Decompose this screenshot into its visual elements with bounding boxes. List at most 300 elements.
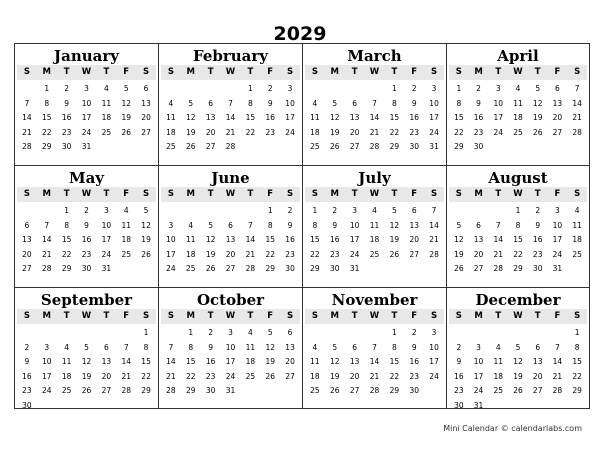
day-cell: [116, 262, 136, 277]
day-cell: 21: [225, 127, 236, 137]
day-cell: [548, 326, 568, 341]
month-march: [302, 43, 446, 165]
day-cell: 15: [454, 113, 464, 122]
day-cell: 20: [22, 249, 32, 259]
day-cell: 27: [409, 249, 419, 259]
day-cell: 21: [245, 249, 256, 259]
day-cell: 1: [391, 328, 397, 337]
day-cell: 26: [330, 386, 340, 395]
day-cell: 11: [245, 342, 256, 352]
day-cell: 9: [24, 357, 30, 366]
month-name: March: [347, 47, 402, 65]
day-cell: 17: [349, 235, 360, 244]
day-cell: 6: [352, 98, 358, 108]
day-cell: 7: [44, 220, 50, 230]
day-cell: 15: [42, 113, 52, 122]
day-cell: 25: [61, 386, 72, 395]
day-cell: 26: [532, 127, 543, 137]
month-august: [446, 165, 590, 287]
day-cell: [96, 399, 116, 410]
day-cell: 2: [287, 206, 293, 215]
footer-credit: Mini Calendar © calendarlabs.com: [443, 424, 582, 433]
day-cell: 30: [22, 400, 32, 409]
day-cell: 9: [476, 98, 481, 108]
day-cell: 27: [473, 264, 484, 273]
day-cell: 19: [532, 113, 543, 122]
day-cell: 30: [81, 264, 92, 273]
weekday-label: T: [351, 189, 358, 199]
day-cell: 15: [141, 357, 151, 366]
day-cell: 9: [64, 98, 70, 108]
day-cell: 3: [431, 328, 437, 337]
day-cell: 11: [166, 113, 176, 122]
day-cell: 29: [454, 142, 464, 151]
weekday-label: S: [167, 189, 174, 199]
day-cell: 10: [493, 98, 504, 108]
day-cell: [116, 326, 136, 341]
day-cell: [240, 204, 260, 219]
day-cell: 22: [389, 127, 400, 137]
day-cell: 16: [532, 235, 543, 244]
day-cell: 3: [352, 206, 358, 215]
day-cell: [17, 204, 37, 219]
day-cell: 18: [101, 113, 112, 122]
day-cell: 26: [265, 371, 275, 381]
day-cell: 4: [312, 98, 318, 108]
day-cell: 16: [22, 371, 32, 381]
weekday-label: F: [123, 189, 130, 199]
day-cell: 7: [431, 206, 437, 215]
day-cell: 19: [81, 371, 92, 381]
day-cell: [161, 82, 181, 97]
day-cell: 21: [552, 371, 563, 381]
day-cell: 22: [265, 249, 275, 259]
day-cell: 13: [349, 113, 360, 122]
day-cell: 9: [456, 357, 462, 366]
weekday-label: M: [42, 189, 51, 199]
day-cell: 23: [532, 249, 543, 259]
month-name: April: [497, 47, 539, 65]
day-cell: 13: [349, 357, 360, 366]
day-cell: 8: [267, 220, 273, 230]
weekday-label: T: [351, 311, 358, 321]
day-cell: 2: [64, 84, 70, 93]
day-cell: 22: [389, 371, 400, 381]
weekday-label: F: [554, 311, 561, 321]
day-cell: 9: [84, 220, 89, 230]
day-cell: 23: [205, 371, 216, 381]
day-cell: 4: [312, 342, 318, 352]
day-cell: 5: [332, 98, 338, 108]
day-cell: 28: [22, 142, 32, 151]
day-cell: [96, 140, 116, 155]
day-cell: 9: [535, 220, 541, 230]
day-cell: 7: [372, 342, 377, 352]
day-cell: [488, 326, 508, 341]
day-cell: 6: [103, 342, 109, 352]
day-cell: [345, 82, 365, 97]
day-cell: 6: [352, 342, 358, 352]
day-cell: 2: [535, 206, 541, 215]
day-cell: [567, 399, 587, 410]
day-cell: 5: [535, 84, 541, 93]
day-cell: 16: [454, 371, 464, 381]
month-name: May: [68, 169, 105, 187]
day-cell: [37, 326, 57, 341]
day-cell: 23: [409, 127, 419, 137]
day-cell: 6: [555, 84, 560, 93]
day-cell: 20: [409, 235, 419, 244]
day-cell: [181, 204, 201, 219]
day-cell: 2: [332, 206, 338, 215]
day-cell: 23: [330, 249, 340, 259]
day-cell: [404, 262, 424, 277]
day-cell: 23: [454, 386, 464, 395]
day-cell: 4: [247, 328, 253, 337]
day-cell: 17: [42, 371, 52, 381]
day-cell: 26: [330, 142, 340, 151]
weekday-label: W: [81, 67, 92, 77]
day-cell: 12: [265, 342, 275, 352]
day-cell: 20: [552, 113, 563, 122]
day-cell: 28: [245, 264, 256, 273]
day-cell: 18: [572, 235, 582, 244]
day-cell: 23: [473, 127, 484, 137]
day-cell: 30: [285, 264, 295, 273]
day-cell: 1: [312, 206, 318, 215]
day-cell: 6: [24, 220, 30, 230]
day-cell: 26: [141, 249, 151, 259]
day-cell: 27: [141, 127, 151, 137]
day-cell: 6: [476, 220, 481, 230]
day-cell: 9: [332, 220, 338, 230]
day-cell: 7: [228, 98, 233, 108]
day-cell: 8: [456, 98, 462, 108]
day-cell: 11: [61, 357, 72, 366]
weekday-label: F: [554, 67, 561, 77]
day-cell: [488, 399, 508, 410]
day-cell: 22: [513, 249, 523, 259]
day-cell: 20: [285, 357, 295, 366]
day-cell: 10: [429, 342, 439, 352]
day-cell: 30: [473, 142, 484, 151]
day-cell: 17: [473, 371, 484, 381]
day-cell: 23: [81, 249, 92, 259]
day-cell: 6: [208, 98, 214, 108]
weekday-label: F: [123, 311, 130, 321]
day-cell: 20: [225, 249, 236, 259]
weekday-label: M: [42, 311, 51, 321]
day-cell: 13: [22, 235, 32, 244]
day-cell: 1: [267, 206, 273, 215]
day-cell: 18: [61, 371, 72, 381]
month-may: [14, 165, 158, 287]
day-cell: 25: [369, 249, 380, 259]
day-cell: 1: [247, 84, 253, 93]
day-cell: [365, 82, 385, 97]
day-cell: 7: [123, 342, 129, 352]
day-cell: 26: [389, 249, 400, 259]
day-cell: 28: [369, 142, 380, 151]
weekday-label: T: [207, 311, 214, 321]
weekday-label: T: [63, 311, 70, 321]
day-cell: [508, 326, 528, 341]
day-cell: 12: [186, 113, 196, 122]
day-cell: 12: [121, 98, 131, 108]
weekday-label: S: [23, 311, 30, 321]
day-cell: 24: [552, 249, 563, 259]
day-cell: 8: [515, 220, 521, 230]
day-cell: 7: [168, 342, 174, 352]
weekday-label: W: [369, 67, 380, 77]
day-cell: 10: [166, 235, 176, 244]
day-cell: 15: [310, 235, 320, 244]
weekday-label: S: [167, 67, 174, 77]
weekday-header: [449, 65, 587, 80]
weekday-label: F: [411, 311, 418, 321]
day-cell: 8: [64, 220, 70, 230]
weekday-label: T: [207, 189, 214, 199]
day-cell: 19: [265, 357, 275, 366]
day-cell: 1: [456, 84, 462, 93]
day-cell: 7: [574, 84, 580, 93]
day-cell: 13: [285, 342, 295, 352]
day-cell: [449, 204, 469, 219]
day-cell: [528, 399, 548, 410]
day-cell: 21: [572, 113, 582, 122]
day-cell: 15: [572, 357, 582, 366]
day-cell: 28: [369, 386, 380, 395]
day-cell: 6: [535, 342, 541, 352]
day-cell: 24: [81, 127, 92, 137]
day-grid: [305, 204, 444, 277]
day-cell: 13: [101, 357, 112, 366]
day-cell: 1: [574, 328, 580, 337]
day-cell: 10: [285, 98, 295, 108]
day-cell: 5: [391, 206, 397, 215]
day-cell: 5: [332, 342, 338, 352]
day-cell: 24: [42, 386, 52, 395]
day-cell: [365, 262, 385, 277]
day-cell: 3: [555, 206, 560, 215]
day-cell: [260, 140, 280, 155]
day-cell: 20: [205, 127, 216, 137]
weekday-label: F: [411, 67, 418, 77]
day-cell: [37, 204, 57, 219]
day-cell: 29: [389, 386, 400, 395]
day-cell: 25: [101, 127, 112, 137]
day-cell: [17, 82, 37, 97]
day-cell: 5: [456, 220, 462, 230]
day-cell: 8: [391, 98, 397, 108]
weekday-label: M: [186, 67, 195, 77]
day-cell: 2: [476, 84, 481, 93]
day-cell: 7: [372, 98, 377, 108]
day-cell: 31: [429, 142, 439, 151]
month-name: November: [331, 291, 418, 309]
day-cell: 30: [532, 264, 543, 273]
day-cell: 31: [552, 264, 563, 273]
day-cell: 23: [61, 127, 72, 137]
day-cell: [528, 140, 548, 155]
day-cell: 27: [205, 142, 216, 151]
day-cell: 21: [22, 127, 32, 137]
day-cell: 20: [141, 113, 151, 122]
calendar-grid: [14, 43, 590, 409]
day-cell: 22: [42, 127, 52, 137]
month-april: [446, 43, 590, 165]
day-cell: [161, 326, 181, 341]
weekday-label: F: [267, 189, 274, 199]
day-cell: 6: [228, 220, 233, 230]
day-cell: 16: [81, 235, 92, 244]
weekday-label: M: [330, 311, 339, 321]
day-cell: [181, 82, 201, 97]
weekday-header: [161, 65, 300, 80]
day-cell: 18: [310, 371, 320, 381]
day-cell: 23: [22, 386, 32, 395]
day-cell: [488, 140, 508, 155]
day-cell: 5: [515, 342, 521, 352]
weekday-label: T: [391, 189, 398, 199]
day-cell: 14: [245, 235, 256, 244]
weekday-header: [305, 187, 444, 202]
day-cell: 22: [454, 127, 464, 137]
day-cell: 16: [473, 113, 484, 122]
day-cell: 30: [205, 386, 216, 395]
day-cell: 1: [391, 84, 397, 93]
weekday-label: S: [455, 189, 462, 199]
day-cell: [469, 326, 489, 341]
day-cell: 12: [513, 357, 523, 366]
day-cell: 15: [245, 113, 256, 122]
day-cell: [508, 399, 528, 410]
day-cell: 19: [454, 249, 464, 259]
day-cell: [469, 204, 489, 219]
day-cell: 25: [245, 371, 256, 381]
day-cell: [548, 399, 568, 410]
day-cell: [77, 399, 97, 410]
day-cell: 27: [349, 142, 360, 151]
day-cell: 11: [310, 357, 320, 366]
weekday-label: T: [103, 189, 110, 199]
day-cell: [136, 140, 156, 155]
weekday-header: [17, 65, 156, 80]
day-cell: 2: [24, 342, 30, 352]
day-cell: 26: [205, 264, 216, 273]
day-cell: 13: [205, 113, 216, 122]
day-cell: 14: [429, 220, 439, 230]
day-cell: 27: [532, 386, 543, 395]
day-cell: 12: [330, 113, 340, 122]
day-cell: 2: [411, 328, 417, 337]
weekday-label: W: [81, 311, 92, 321]
day-cell: 24: [429, 127, 439, 137]
month-june: [158, 165, 302, 287]
day-cell: 28: [572, 127, 582, 137]
day-cell: [116, 399, 136, 410]
day-cell: 10: [349, 220, 360, 230]
day-cell: 10: [42, 357, 52, 366]
day-cell: 22: [141, 371, 151, 381]
month-october: [158, 287, 302, 409]
day-cell: 5: [123, 84, 129, 93]
day-cell: 3: [495, 84, 501, 93]
weekday-label: S: [311, 311, 318, 321]
month-name: February: [192, 47, 268, 65]
weekday-label: M: [186, 311, 195, 321]
weekday-label: S: [431, 67, 438, 77]
day-grid: [449, 204, 587, 277]
day-cell: [449, 326, 469, 341]
weekday-label: W: [369, 189, 380, 199]
day-cell: 24: [225, 371, 236, 381]
day-cell: 8: [574, 342, 580, 352]
weekday-label: S: [574, 311, 581, 321]
day-grid: [161, 326, 300, 399]
day-cell: 7: [24, 98, 30, 108]
day-cell: [57, 326, 77, 341]
day-cell: 15: [186, 357, 196, 366]
day-cell: 1: [64, 206, 70, 215]
day-cell: [424, 384, 444, 399]
day-cell: 3: [287, 84, 293, 93]
day-cell: 9: [287, 220, 293, 230]
day-cell: 18: [245, 357, 256, 366]
day-cell: 4: [123, 206, 129, 215]
day-cell: 5: [84, 342, 89, 352]
day-cell: [260, 384, 280, 399]
weekday-label: S: [311, 67, 318, 77]
day-cell: 4: [372, 206, 377, 215]
weekday-label: W: [81, 189, 92, 199]
month-september: [14, 287, 158, 409]
weekday-label: T: [391, 67, 398, 77]
day-cell: [221, 82, 241, 97]
day-cell: 29: [265, 264, 275, 273]
day-cell: [508, 140, 528, 155]
weekday-header: [161, 309, 300, 324]
day-grid: [305, 326, 444, 399]
day-cell: 22: [310, 249, 320, 259]
weekday-label: S: [23, 189, 30, 199]
day-cell: 30: [409, 386, 419, 395]
day-cell: 10: [101, 220, 112, 230]
day-cell: 19: [141, 235, 151, 244]
day-cell: 9: [411, 98, 417, 108]
day-cell: 29: [513, 264, 523, 273]
day-cell: 21: [369, 127, 380, 137]
weekday-label: F: [554, 189, 561, 199]
weekday-label: T: [495, 67, 502, 77]
day-cell: [488, 204, 508, 219]
weekday-label: S: [455, 311, 462, 321]
day-cell: 29: [141, 386, 151, 395]
day-cell: [201, 204, 221, 219]
day-cell: 6: [411, 206, 417, 215]
day-cell: 24: [473, 386, 484, 395]
day-cell: [240, 384, 260, 399]
month-january: [14, 43, 158, 165]
day-cell: 3: [103, 206, 109, 215]
day-cell: 25: [572, 249, 582, 259]
weekday-label: S: [143, 189, 150, 199]
day-cell: 2: [411, 84, 417, 93]
day-cell: 19: [513, 371, 523, 381]
day-cell: 16: [409, 357, 419, 366]
weekday-label: W: [513, 311, 523, 321]
day-cell: 28: [225, 142, 236, 151]
